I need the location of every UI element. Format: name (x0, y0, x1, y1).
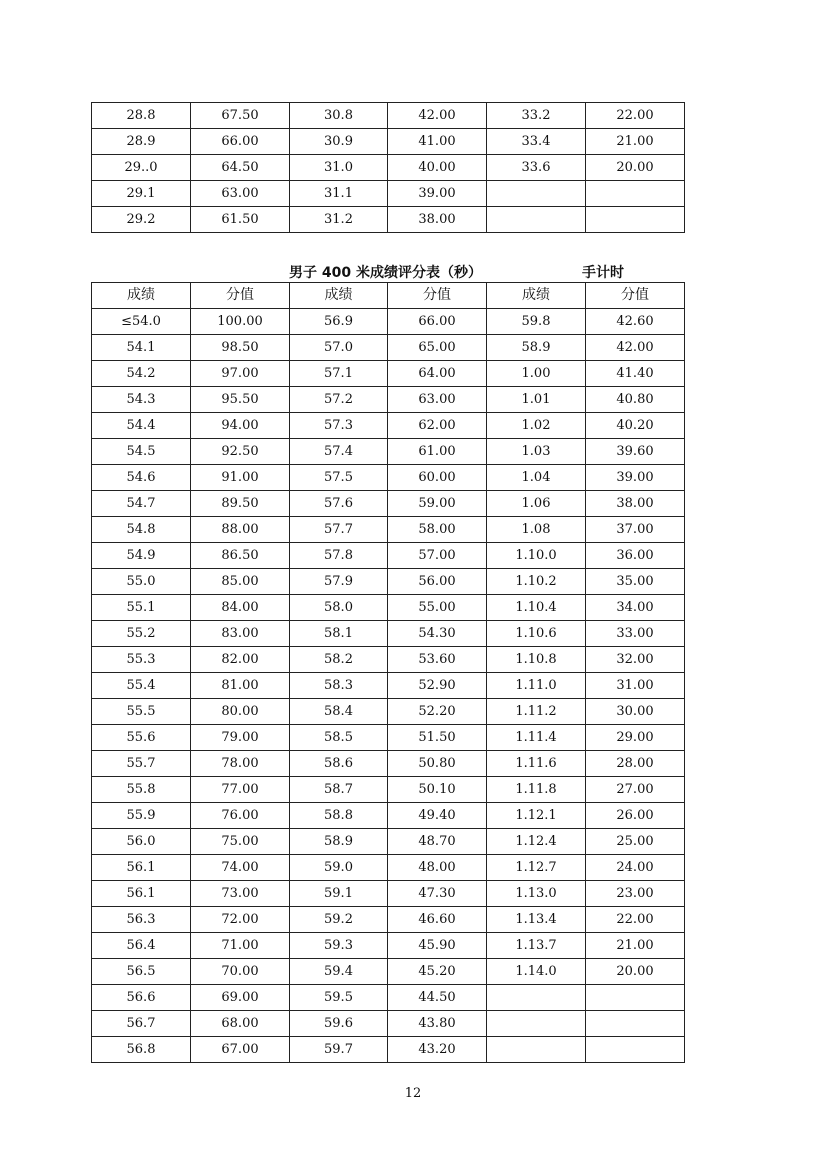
table-cell: ≤54.0 (92, 309, 191, 335)
table-cell: 43.80 (388, 1011, 487, 1037)
table-cell: 62.00 (388, 413, 487, 439)
table-cell: 57.9 (290, 569, 388, 595)
table-cell: 1.10.0 (487, 543, 586, 569)
table-cell: 56.8 (92, 1037, 191, 1063)
table-cell: 56.3 (92, 907, 191, 933)
table-cell (586, 1011, 685, 1037)
table-cell: 92.50 (191, 439, 290, 465)
table-cell: 43.20 (388, 1037, 487, 1063)
table-cell: 57.0 (290, 335, 388, 361)
table-cell: 59.4 (290, 959, 388, 985)
table-cell: 1.10.4 (487, 595, 586, 621)
table-cell: 33.00 (586, 621, 685, 647)
table-row (92, 829, 685, 855)
table-row (92, 465, 685, 491)
table-cell: 54.8 (92, 517, 191, 543)
score-table-400m (91, 282, 685, 1063)
table-cell: 29.2 (92, 207, 191, 233)
table-cell: 58.9 (487, 335, 586, 361)
table-cell (586, 985, 685, 1011)
table-cell: 1.13.7 (487, 933, 586, 959)
table-row (92, 621, 685, 647)
table-cell: 57.4 (290, 439, 388, 465)
table-cell: 84.00 (191, 595, 290, 621)
table-cell: 21.00 (586, 129, 685, 155)
table-cell: 41.00 (388, 129, 487, 155)
table-row (92, 361, 685, 387)
table-cell: 28.8 (92, 103, 191, 129)
table-cell: 59.6 (290, 1011, 388, 1037)
table-cell: 48.00 (388, 855, 487, 881)
page-number: 12 (404, 1086, 422, 1101)
table-cell: 70.00 (191, 959, 290, 985)
table-cell: 61.00 (388, 439, 487, 465)
table-cell: 59.0 (290, 855, 388, 881)
table-cell: 56.1 (92, 881, 191, 907)
timing-note: 手计时 (582, 265, 624, 281)
table-cell: 26.00 (586, 803, 685, 829)
table-cell: 56.7 (92, 1011, 191, 1037)
table-cell: 52.90 (388, 673, 487, 699)
table-cell: 44.50 (388, 985, 487, 1011)
table-cell: 1.11.4 (487, 725, 586, 751)
table-cell: 57.7 (290, 517, 388, 543)
table-row (92, 933, 685, 959)
table-cell (586, 207, 685, 233)
table-cell: 39.60 (586, 439, 685, 465)
table-cell: 1.13.4 (487, 907, 586, 933)
table-cell: 57.8 (290, 543, 388, 569)
table-cell: 54.1 (92, 335, 191, 361)
table-cell: 53.60 (388, 647, 487, 673)
table-cell: 30.9 (290, 129, 388, 155)
table-cell (487, 985, 586, 1011)
table-cell: 82.00 (191, 647, 290, 673)
table-cell: 55.8 (92, 777, 191, 803)
table-cell: 54.2 (92, 361, 191, 387)
table-cell: 59.00 (388, 491, 487, 517)
table-row (92, 309, 685, 335)
table-row (92, 803, 685, 829)
table-header-row (92, 283, 685, 309)
table-cell: 56.00 (388, 569, 487, 595)
table-cell: 48.70 (388, 829, 487, 855)
table-cell: 54.7 (92, 491, 191, 517)
table-cell: 56.0 (92, 829, 191, 855)
table-cell: 1.11.2 (487, 699, 586, 725)
table-cell: 55.5 (92, 699, 191, 725)
table-cell: 75.00 (191, 829, 290, 855)
table-cell: 68.00 (191, 1011, 290, 1037)
table-cell: 54.30 (388, 621, 487, 647)
table-cell: 79.00 (191, 725, 290, 751)
table-row (92, 907, 685, 933)
table-cell: 45.90 (388, 933, 487, 959)
table-cell: 46.60 (388, 907, 487, 933)
table-cell: 59.3 (290, 933, 388, 959)
table-cell: 59.7 (290, 1037, 388, 1063)
table-cell: 36.00 (586, 543, 685, 569)
table-row (92, 181, 685, 207)
table-cell: 1.12.7 (487, 855, 586, 881)
table-cell: 45.20 (388, 959, 487, 985)
table-cell: 56.9 (290, 309, 388, 335)
table-cell: 1.11.0 (487, 673, 586, 699)
table-cell: 54.6 (92, 465, 191, 491)
table-cell: 24.00 (586, 855, 685, 881)
table-cell: 95.50 (191, 387, 290, 413)
table-cell: 1.02 (487, 413, 586, 439)
table-row (92, 491, 685, 517)
table-cell: 67.50 (191, 103, 290, 129)
table-cell: 31.0 (290, 155, 388, 181)
table-cell: 58.1 (290, 621, 388, 647)
table-title: 男子 400 米成绩评分表（秒） (289, 265, 482, 281)
table-cell: 38.00 (388, 207, 487, 233)
table-cell: 40.20 (586, 413, 685, 439)
table-cell: 1.03 (487, 439, 586, 465)
column-header: 成绩 (92, 283, 191, 309)
table-row (92, 959, 685, 985)
table-cell: 86.50 (191, 543, 290, 569)
table-cell: 55.1 (92, 595, 191, 621)
table-cell: 1.00 (487, 361, 586, 387)
table-row (92, 387, 685, 413)
table-cell: 78.00 (191, 751, 290, 777)
table-row (92, 129, 685, 155)
table-cell: 47.30 (388, 881, 487, 907)
table-cell: 1.08 (487, 517, 586, 543)
table-cell: 49.40 (388, 803, 487, 829)
table-cell: 40.00 (388, 155, 487, 181)
table-cell: 55.00 (388, 595, 487, 621)
table-cell: 35.00 (586, 569, 685, 595)
table-cell: 98.50 (191, 335, 290, 361)
table-cell: 28.00 (586, 751, 685, 777)
table-cell: 59.2 (290, 907, 388, 933)
table-cell: 54.3 (92, 387, 191, 413)
table-row (92, 881, 685, 907)
table-cell: 83.00 (191, 621, 290, 647)
table-cell: 42.00 (388, 103, 487, 129)
table-cell: 1.13.0 (487, 881, 586, 907)
table-cell: 37.00 (586, 517, 685, 543)
table-cell: 66.00 (388, 309, 487, 335)
table-row (92, 1037, 685, 1063)
table-cell: 1.12.4 (487, 829, 586, 855)
table-cell: 52.20 (388, 699, 487, 725)
column-header: 成绩 (290, 283, 388, 309)
table-cell (586, 1037, 685, 1063)
table-cell: 57.00 (388, 543, 487, 569)
table-cell: 59.1 (290, 881, 388, 907)
table-cell: 55.0 (92, 569, 191, 595)
table-cell: 55.6 (92, 725, 191, 751)
table-cell (487, 181, 586, 207)
table-cell: 31.00 (586, 673, 685, 699)
table-cell: 29.00 (586, 725, 685, 751)
table-cell: 63.00 (191, 181, 290, 207)
table-cell: 65.00 (388, 335, 487, 361)
table-cell: 55.9 (92, 803, 191, 829)
table-cell: 25.00 (586, 829, 685, 855)
table-row (92, 517, 685, 543)
table-cell: 57.3 (290, 413, 388, 439)
table-cell (487, 207, 586, 233)
table-cell: 97.00 (191, 361, 290, 387)
table-row (92, 855, 685, 881)
table-cell: 1.10.8 (487, 647, 586, 673)
table-cell: 58.3 (290, 673, 388, 699)
table-cell: 54.5 (92, 439, 191, 465)
table-cell (586, 181, 685, 207)
table-cell: 60.00 (388, 465, 487, 491)
table-cell: 76.00 (191, 803, 290, 829)
table-row (92, 155, 685, 181)
table-cell: 28.9 (92, 129, 191, 155)
table-cell: 91.00 (191, 465, 290, 491)
table-cell: 30.00 (586, 699, 685, 725)
table-cell: 56.6 (92, 985, 191, 1011)
table-cell: 1.11.8 (487, 777, 586, 803)
table-cell: 56.5 (92, 959, 191, 985)
table-cell: 58.9 (290, 829, 388, 855)
table-cell: 58.5 (290, 725, 388, 751)
table-cell: 23.00 (586, 881, 685, 907)
table-cell: 50.10 (388, 777, 487, 803)
table-cell: 55.4 (92, 673, 191, 699)
table-cell: 58.0 (290, 595, 388, 621)
table-cell: 69.00 (191, 985, 290, 1011)
table-cell: 63.00 (388, 387, 487, 413)
table-cell (487, 1037, 586, 1063)
table-cell: 58.4 (290, 699, 388, 725)
table-cell: 21.00 (586, 933, 685, 959)
column-header: 分值 (191, 283, 290, 309)
table-cell: 94.00 (191, 413, 290, 439)
table-cell: 1.14.0 (487, 959, 586, 985)
table-cell: 42.00 (586, 335, 685, 361)
table-cell: 57.2 (290, 387, 388, 413)
table-cell: 34.00 (586, 595, 685, 621)
table-cell: 54.9 (92, 543, 191, 569)
table-row (92, 699, 685, 725)
table-row (92, 413, 685, 439)
table-cell: 31.2 (290, 207, 388, 233)
table-cell: 59.8 (487, 309, 586, 335)
table-row (92, 673, 685, 699)
table-row (92, 725, 685, 751)
table-row (92, 1011, 685, 1037)
table-cell: 73.00 (191, 881, 290, 907)
table-row (92, 207, 685, 233)
table-cell (487, 1011, 586, 1037)
table-cell: 55.2 (92, 621, 191, 647)
table-row (92, 543, 685, 569)
table-cell: 50.80 (388, 751, 487, 777)
table-cell: 20.00 (586, 155, 685, 181)
table-cell: 42.60 (586, 309, 685, 335)
table-cell: 1.10.6 (487, 621, 586, 647)
table-cell: 55.7 (92, 751, 191, 777)
table-cell: 33.6 (487, 155, 586, 181)
table-cell: 57.5 (290, 465, 388, 491)
table-cell: 1.12.1 (487, 803, 586, 829)
table-cell: 32.00 (586, 647, 685, 673)
table-cell: 100.00 (191, 309, 290, 335)
table-row (92, 569, 685, 595)
table-cell: 20.00 (586, 959, 685, 985)
table-cell: 85.00 (191, 569, 290, 595)
table-cell: 33.2 (487, 103, 586, 129)
table-cell: 41.40 (586, 361, 685, 387)
table-cell: 22.00 (586, 907, 685, 933)
table-cell: 29.1 (92, 181, 191, 207)
table-row (92, 777, 685, 803)
score-table-continued (91, 102, 685, 233)
table-cell: 58.7 (290, 777, 388, 803)
table-row (92, 647, 685, 673)
column-header: 分值 (388, 283, 487, 309)
table-cell: 31.1 (290, 181, 388, 207)
table-cell: 1.06 (487, 491, 586, 517)
table-row (92, 335, 685, 361)
table-cell: 58.2 (290, 647, 388, 673)
table-cell: 66.00 (191, 129, 290, 155)
table-cell: 1.04 (487, 465, 586, 491)
table-cell: 58.00 (388, 517, 487, 543)
table-cell: 88.00 (191, 517, 290, 543)
table-cell: 55.3 (92, 647, 191, 673)
table-cell: 64.50 (191, 155, 290, 181)
table-cell: 51.50 (388, 725, 487, 751)
table-cell: 38.00 (586, 491, 685, 517)
column-header: 成绩 (487, 283, 586, 309)
table-row (92, 751, 685, 777)
table-row (92, 985, 685, 1011)
table-cell: 33.4 (487, 129, 586, 155)
table-cell: 61.50 (191, 207, 290, 233)
table-cell: 81.00 (191, 673, 290, 699)
table-cell: 58.6 (290, 751, 388, 777)
table-cell: 39.00 (586, 465, 685, 491)
table-cell: 77.00 (191, 777, 290, 803)
table-row (92, 103, 685, 129)
table-cell: 1.01 (487, 387, 586, 413)
table-cell: 58.8 (290, 803, 388, 829)
table-cell: 1.11.6 (487, 751, 586, 777)
table-cell: 74.00 (191, 855, 290, 881)
table-cell: 57.1 (290, 361, 388, 387)
table-cell: 1.10.2 (487, 569, 586, 595)
table-cell: 40.80 (586, 387, 685, 413)
table-cell: 71.00 (191, 933, 290, 959)
table-cell: 22.00 (586, 103, 685, 129)
table-cell: 30.8 (290, 103, 388, 129)
table-cell: 89.50 (191, 491, 290, 517)
table-row (92, 595, 685, 621)
table-cell: 72.00 (191, 907, 290, 933)
table-cell: 39.00 (388, 181, 487, 207)
table-row (92, 439, 685, 465)
table-cell: 56.1 (92, 855, 191, 881)
table-cell: 67.00 (191, 1037, 290, 1063)
table-cell: 80.00 (191, 699, 290, 725)
table-cell: 29..0 (92, 155, 191, 181)
column-header: 分值 (586, 283, 685, 309)
table-cell: 64.00 (388, 361, 487, 387)
table-cell: 27.00 (586, 777, 685, 803)
table-cell: 57.6 (290, 491, 388, 517)
table-cell: 54.4 (92, 413, 191, 439)
table-cell: 59.5 (290, 985, 388, 1011)
table-cell: 56.4 (92, 933, 191, 959)
